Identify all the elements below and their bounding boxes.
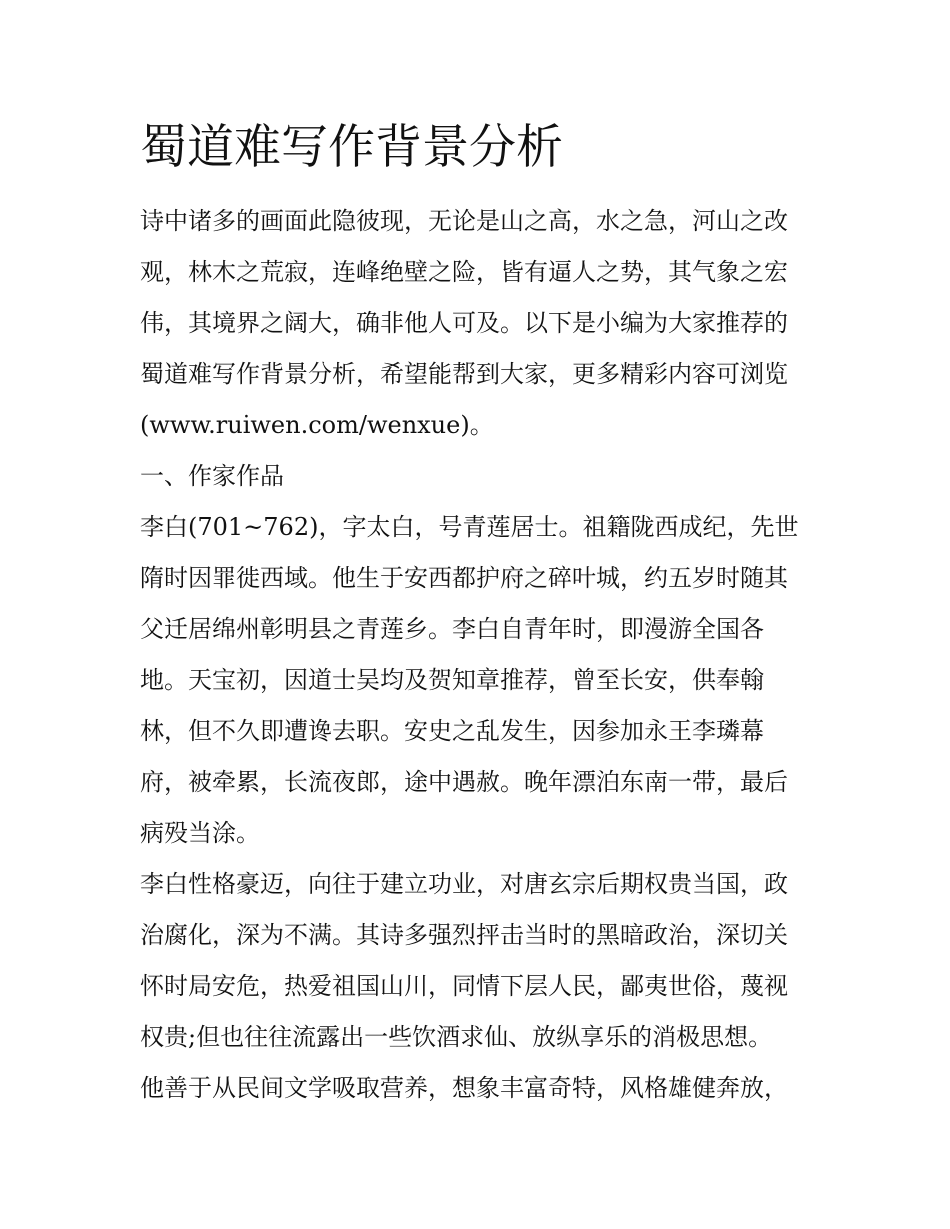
text-line: 府，被牵累，长流夜郎，途中遇赦。晚年漂泊东南一带，最后 (140, 768, 788, 796)
text-line: 他善于从民间文学吸取营养，想象丰富奇特，风格雄健奔放， (140, 1074, 788, 1102)
text-line: 怀时局安危，热爱祖国山川，同情下层人民，鄙夷世俗，蔑视 (140, 972, 788, 1000)
text-line: 蜀道难写作背景分析，希望能帮到大家，更多精彩内容可浏览 (140, 360, 788, 388)
text-line: 父迁居绵州彰明县之青莲乡。李白自青年时，即漫游全国各 (140, 615, 764, 643)
text-line: 治腐化，深为不满。其诗多强烈抨击当时的黑暗政治，深切关 (140, 921, 788, 949)
text-line: 地。天宝初，因道士吴均及贺知章推荐，曾至长安，供奉翰 (140, 666, 764, 694)
text-line: 伟，其境界之阔大，确非他人可及。以下是小编为大家推荐的 (140, 309, 788, 337)
text-line: 病殁当涂。 (140, 819, 260, 847)
text-line: 林，但不久即遭谗去职。安史之乱发生，因参加永王李璘幕 (140, 717, 764, 745)
text-line-link: (www.ruiwen.com/wenxue)。 (140, 411, 494, 439)
section-heading: 一、作家作品 (140, 462, 284, 490)
text-line: 隋时因罪徙西域。他生于安西都护府之碎叶城，约五岁时随其 (140, 564, 788, 592)
document-body (140, 196, 820, 1114)
text-line: 李白性格豪迈，向往于建立功业，对唐玄宗后期权贵当国，政 (140, 870, 788, 898)
text-line: 诗中诸多的画面此隐彼现，无论是山之高，水之急，河山之改 (140, 207, 788, 235)
text-line: 观，林木之荒寂，连峰绝壁之险，皆有逼人之势，其气象之宏 (140, 258, 788, 286)
text-line: 权贵;但也往往流露出一些饮酒求仙、放纵享乐的消极思想。 (140, 1023, 773, 1051)
document-title: 蜀道难写作背景分析 (140, 120, 563, 175)
text-line: 李白(701~762)，字太白，号青莲居士。祖籍陇西成纪，先世 (140, 513, 799, 541)
